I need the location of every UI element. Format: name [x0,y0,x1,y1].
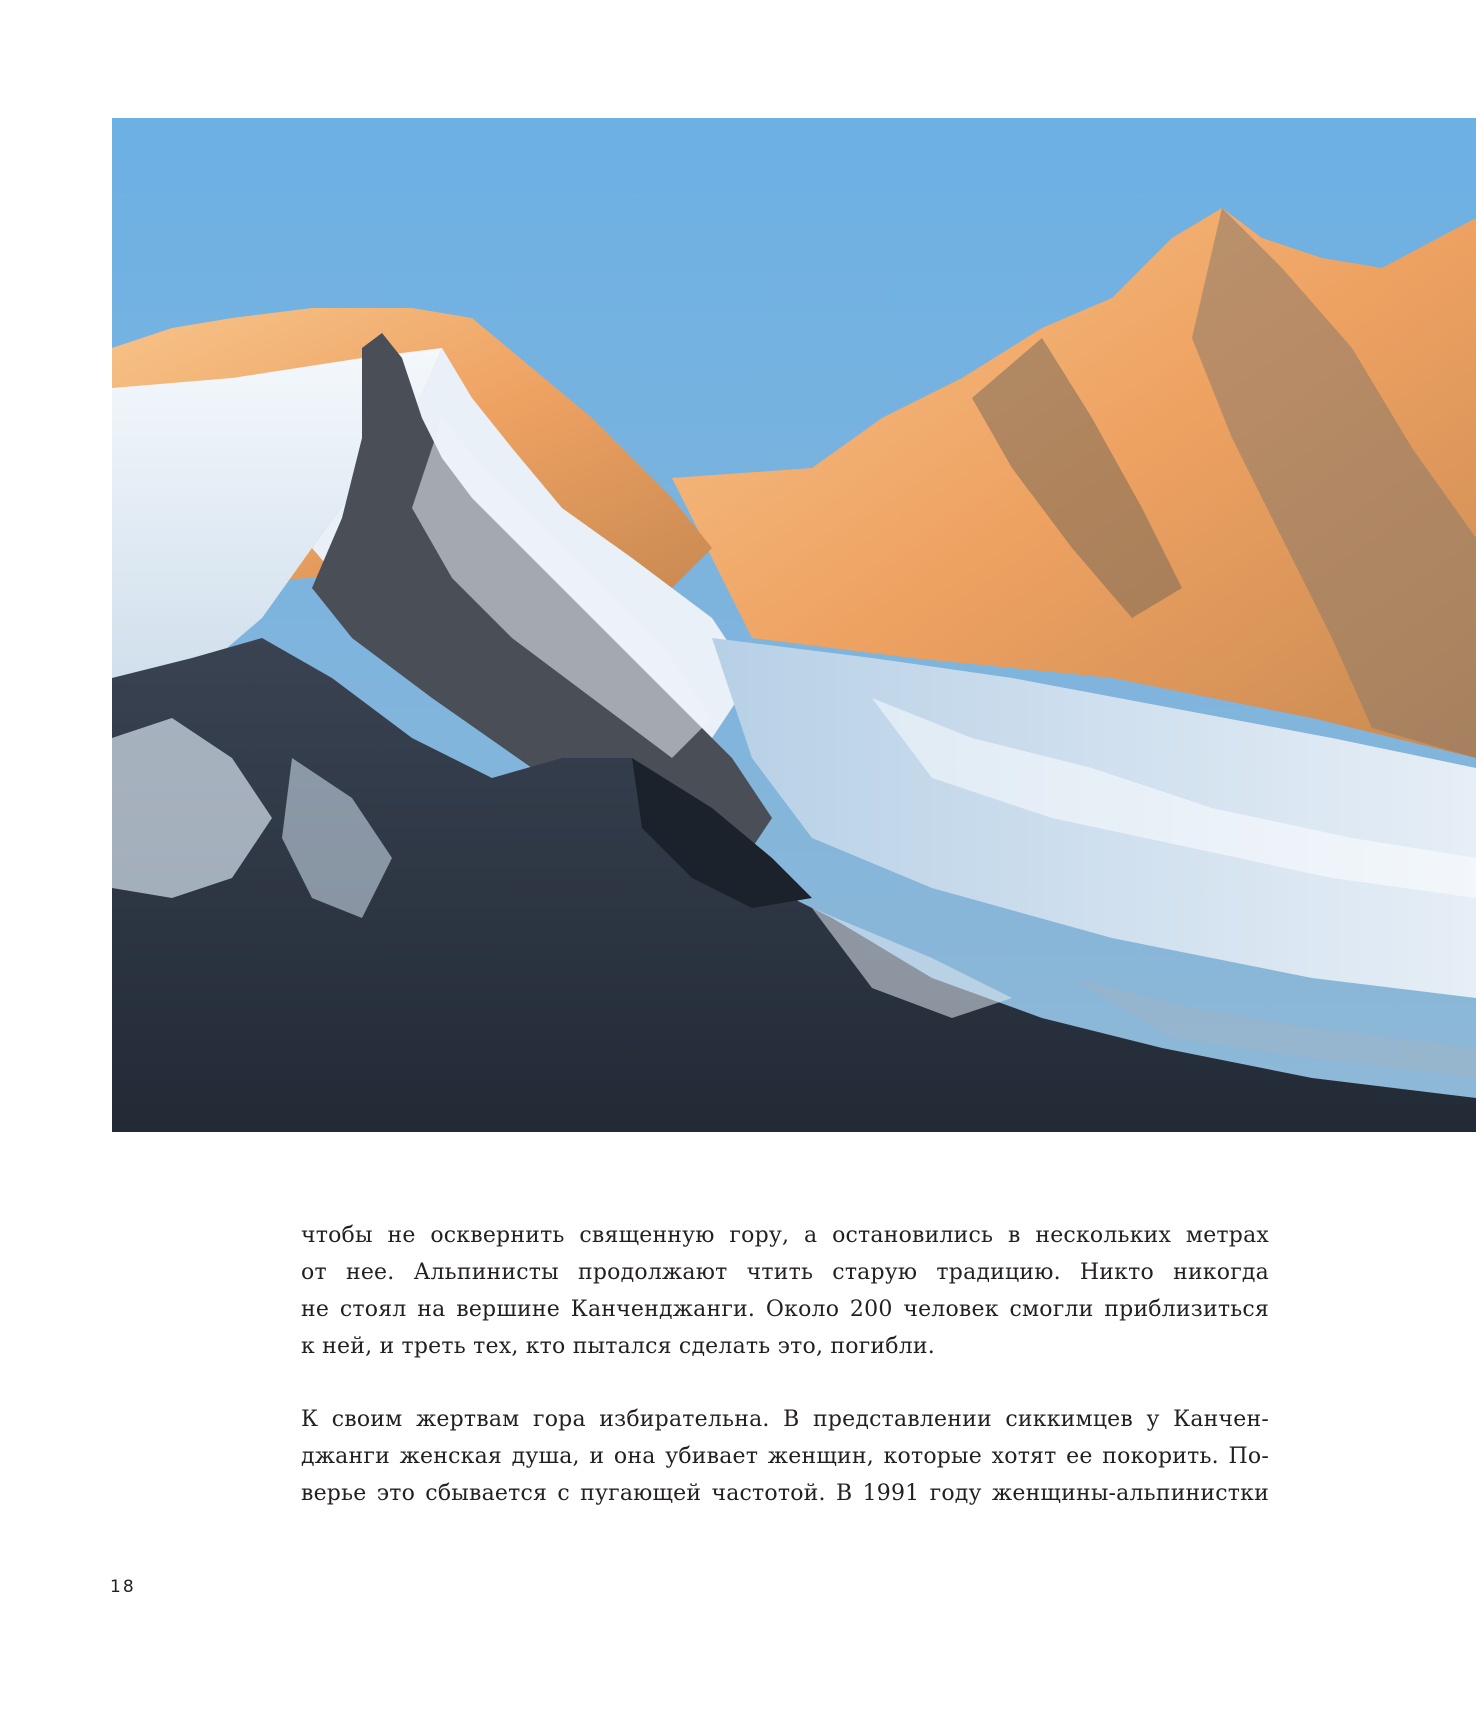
body-text [301,1217,1269,1512]
text-line: джанги женская душа, и она убивает женщин, которые хотят ее покорить. По- [301,1444,1269,1469]
text-line: верье это сбывается с пугающей частотой. В 1991 году женщины-альпинистки [301,1481,1269,1506]
mountain-photo [112,118,1476,1132]
page-number: 18 [110,1577,136,1597]
text-line: чтобы не осквернить священную гору, а остановились в нескольких метрах [301,1223,1269,1248]
text-line: К своим жертвам гора избирательна. В представлении сиккимцев у Канчен- [301,1407,1269,1432]
mountain-illustration [112,118,1476,1132]
text-line: не стоял на вершине Канченджанги. Около 200 человек смогли приблизиться [301,1297,1269,1322]
text-line: к ней, и треть тех, кто пытался сделать это, погибли. [301,1334,935,1359]
text-line: от нее. Альпинисты продолжают чтить старую традицию. Никто никогда [301,1260,1269,1285]
paragraph [301,1217,1269,1365]
paragraph [301,1401,1269,1512]
